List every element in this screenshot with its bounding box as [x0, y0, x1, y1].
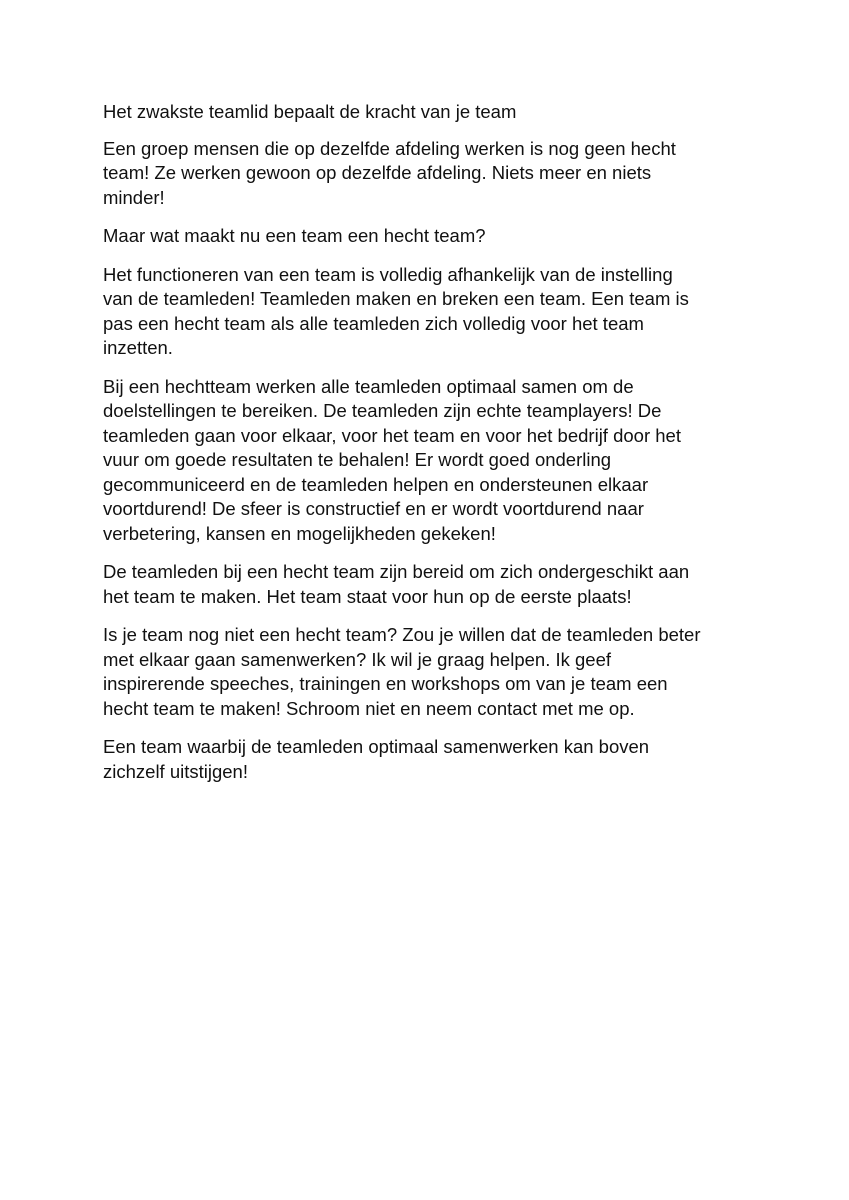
paragraph-functioning: Het functioneren van een team is volledig afhankelijk van de instelling van de teamleden! Teamleden maken en breken een team. Een team is pas een hecht team als alle teamleden zich volledig voor het team inzetten.: [103, 263, 689, 358]
paragraph-question: Maar wat maakt nu een team een hecht team?: [103, 225, 486, 246]
paragraph-cohesive-team: Bij een hechtteam werken alle teamleden optimaal samen om de doelstellingen te bereiken. De teamleden zijn echte teamplayers! De teamleden gaan voor elkaar, voor het team en voor het bedrijf door het vuur om goede resultaten te behalen! Er wordt goed onderling gecommuniceerd en de teamleden helpen en ondersteunen elkaar voortdurend! De sfeer is constructief en er wordt voortdurend naar verbetering, kansen en mogelijkheden gekeken!: [103, 375, 681, 544]
paragraph-conclusion: Een team waarbij de teamleden optimaal samenwerken kan boven zichzelf uitstijgen!: [103, 736, 650, 782]
document-title: Het zwakste teamlid bepaalt de kracht van je team: [103, 101, 517, 122]
paragraph-offer: Is je team nog niet een hecht team? Zou je willen dat de teamleden beter met elkaar gaan samenwerken? Ik wil je graag helpen. Ik geef inspirerende speeches, trainingen en workshops om van je team een hecht team te maken! Schroom niet en neem contact met me op.: [103, 624, 701, 719]
paragraph-subordinate: De teamleden bij een hecht team zijn bereid om zich ondergeschikt aan het team te maken. Het team staat voor hun op de eerste plaats!: [103, 561, 690, 607]
document-body: [103, 100, 753, 798]
paragraph-intro: Een groep mensen die op dezelfde afdeling werken is nog geen hecht team! Ze werken gewoon op dezelfde afdeling. Niets meer en niets minder!: [103, 137, 676, 208]
